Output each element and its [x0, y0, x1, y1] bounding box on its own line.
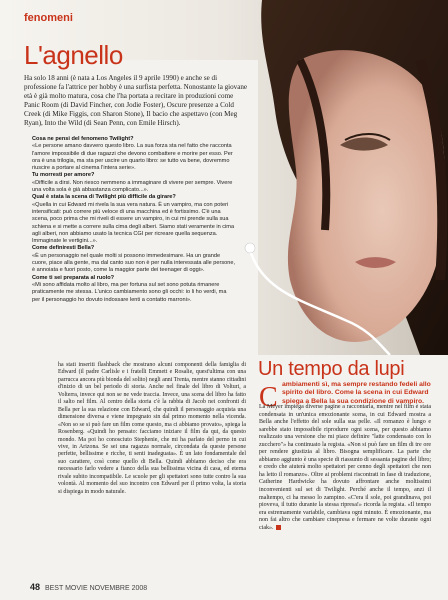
drop-cap: C	[259, 382, 278, 413]
interview-question: Tu morresti per amore?	[32, 172, 95, 179]
interview-answer: «Le persone amano davvero questo libro. La sua forza sta nel fatto che racconta l'amore impossibile di due ragazzi che devono combattere e morire per esso. Per ora è una trilogia, ma sta per uscire un quarto libro: se tutto va bene, dovremmo riuscire a portare al cinema l'intera serie».	[32, 143, 233, 172]
end-mark-icon	[276, 525, 281, 530]
interview-box	[32, 136, 236, 304]
page-footer	[30, 582, 147, 592]
interview-question: Come ti sei preparata al ruolo?	[32, 274, 115, 281]
intro-paragraph: Ha solo 18 anni (è nata a Los Angeles il 9 aprile 1990) e anche se di professione fa l'attrice per hobby è una surfista perfetta. Nonostante la giovane età è già molto matura, cosa che l'ha portata a recitare in produzioni come Panic Room (di David Fincher, con Jodie Foster), Oscure presenze a Cold Creek (di Mike Figgis, con Sharon Stone), Il bacio che aspettavo (con Meg Ryan), Into the Wild (di Sean Penn, con Emile Hirsch).	[24, 74, 248, 127]
interview-answer: «Mi sono affidata molto al libro, ma per fortuna sul set sono potuta rimanere praticamente me stessa. L'unico cambiamento sono gli occhi: io li ho verdi, ma per il personaggio ho dovuto indossare lenti a contatto marroni».	[32, 281, 227, 303]
section-label: fenomeni	[24, 12, 73, 24]
article-title: L'agnello	[24, 40, 123, 70]
interview-question: Come definiresti Bella?	[32, 245, 95, 252]
interview-answer: «Quella in cui Edward mi rivela la sua vera natura. È un vampiro, ma con poteri intensificati: può correre più veloce di una macchina ed è fortissimo. C'è una scena, poco prima che mi riveli di essere un vampiro, in cui mi prende sulla sua schiena e si mette a correre sulla cima degli alberi. Siamo stati veramente in cima agli alberi, non abbiamo usato la tecnica CGI per ricreare quella sequenza. Immaginate le vertigini...».	[32, 201, 235, 245]
interview-answer: «È un personaggio nel quale molti si possono immedesimare. Ha un grande cuore, piace alla gente, ma dal canto suo non è per nulla interessata alle persone, è annoiata e fuori posto, come la maggior parte dei teenager di oggi».	[32, 252, 236, 274]
body-column-left	[58, 362, 246, 496]
page-number: 48	[30, 582, 41, 592]
magazine-name: BEST MOVIE	[44, 585, 88, 592]
interview-answer: «Difficile a dirsi. Non riesco nemmeno a immaginare di vivere per sempre. Vivere una volta sola è già abbastanza complicato...».	[32, 179, 233, 194]
body-text: La Meyer impiega diverse pagine a raccontarla, mentre nel film è stata condensata in un'unica emozionante scena, in cui Edward mostra a Bella anche l'effetto del sole sulla sua pelle. «Il romanzo è lungo e sarebbe stato impossibile riprodurre ogni scena, per questo abbiamo realizzato una versione che mi piace definire "latte condensato con lo zucchero"» ha continuato la regista. «Non si può fare un film di tre ore per rendere giustizia al libro. Bisogna semplificare. La parte che abbiamo aggiunto è una specie di riassunto di sessanta pagine del libro; e credo che aiuterà molto spettatori per cenno degli spettatori che non ha letto il romanzo». Oltre ai problemi riscontrati in fase di traduzione, Catherine Hardwicke ha dovuto affrontare anche moltissimi inconvenienti sul set di Twilight. Perché anche il tempo, anzi il maltempo, ci ha messo lo zampino. «C'era il sole, poi grandinava, poi pioveva, il tutto durante la stessa ripresa!» ricorda la regista. «Il tempo era estremamente variabile, cambiava ogni minuto. È emozionante, ma non fai altro che cambiare cinepresa e fermare ne volte durante ogni ciak».	[259, 404, 431, 531]
sidebar-body	[259, 404, 431, 532]
interview-question: Qual è stata la scena di Twilight più difficile da girare?	[32, 194, 176, 201]
issue-date: NOVEMBRE 2008	[89, 585, 148, 592]
sidebar-title: Un tempo da lupi	[258, 358, 405, 380]
interview-question: Cosa ne pensi del fenomeno Twilight?	[32, 136, 134, 142]
sidebar-deck: ambiamenti sì, ma sempre restando fedeli allo spirito del libro. Come la scena in cui Edward spiega a Bella la sua condizione di vampiro.	[282, 381, 431, 405]
body-text: ha stati inseriti flashback che mostrano alcuni componenti della famiglia di Edward (il padre Carlisle e i fratelli Emmett e Rosalie, quest'ultima con una parrucca ancora più bionda del solito) negli anni Trenta, mentre stanno cittadini d'inizio di un bel periodo di storia. Anche nel finale del libro di Volturi, a Volterra, invece qui non se ne vede traccia. Invece, una scena del libro ha fatto il salto nel film. Al centro della storia c'è la rabbia di Jacob nei confronti di Bella per la sua relazione con Edward, che quindi il personaggio acquista una dimensione diversa e viene impegnato sin dal primo momento nella vicenda. «Non so se si può fare un film come questo, ma ci abbiamo provato», spiega la Rosenberg. «Quindi ho pensato: facciamo iniziare il film da qui, da questo mondo. Ma poi ho conosciuto Stephenie, che mi ha parlato del perno in cui vive, in Arizona. Se sei una ragazza normale, circondata da queste persone perfette, bellissime e ricche, ti senti inadeguata». È un lato fondamentale del suo carattere, così come quello di Bella. Quindi abbiamo deciso che era necessario farlo vedere a fianco della sua bellissima vicina di casa, ed eterna rivale subito incompatibile. Le scuole per gli spettatori sono tutte contro la sua volontà. Al momento del suo incontro con Edward per il primo volta, la storia si dispiega in modo naturale.	[58, 362, 246, 495]
